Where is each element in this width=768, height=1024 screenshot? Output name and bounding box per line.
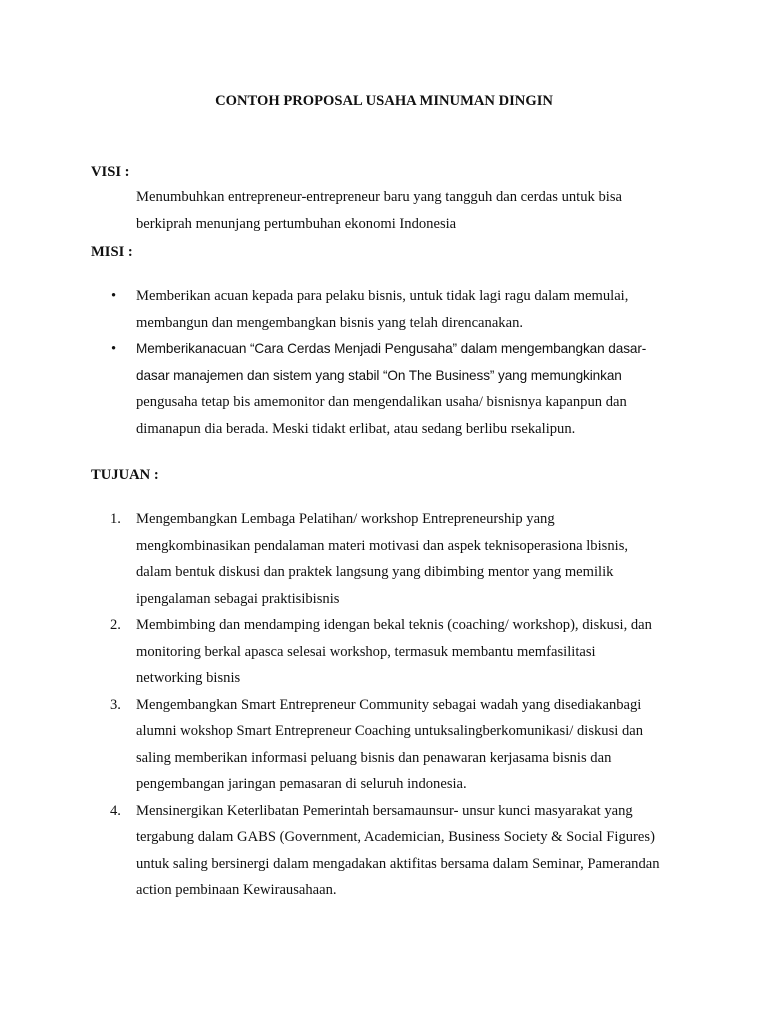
tujuan-item-line: tergabung dalam GABS (Government, Academician, Business Society & Social Figures) [136, 829, 655, 845]
tujuan-heading: TUJUAN : [91, 467, 159, 483]
item-number: 3. [110, 696, 121, 713]
list-item [0, 506, 681, 612]
list-item [0, 283, 681, 336]
tujuan-item-line: alumni wokshop Smart Entrepreneur Coaching untuksalingberkomunikasi/ diskusi dan [136, 723, 644, 739]
misi-list [0, 283, 768, 442]
tujuan-item-line: mengkombinasikan pendalaman materi motivasi dan aspek teknisoperasiona lbisnis, [136, 537, 629, 554]
misi-item-line: membangun dan mengembangkan bisnis yang telah direncanakan. [136, 314, 524, 331]
bullet-icon: • [111, 341, 117, 357]
item-number: 4. [110, 802, 121, 819]
tujuan-item-line: monitoring berkal apasca selesai workshop, termasuk membantu memfasilitasi [136, 643, 596, 660]
list-item [0, 336, 681, 442]
list-item [0, 612, 681, 692]
tujuan-item-line: Mengembangkan Smart Entrepreneur Community sebagai wadah yang disediakanbagi [136, 696, 642, 713]
tujuan-item-line: Membimbing dan mendamping idengan bekal teknis (coaching/ workshop), diskusi, dan [136, 617, 652, 633]
list-item [0, 798, 681, 904]
tujuan-item-line: networking bisnis [136, 670, 241, 686]
misi-item-line: dasar manajemen dan sistem yang stabil “On The Business” yang memungkinkan [136, 367, 622, 383]
list-item [0, 692, 681, 798]
item-number: 2. [110, 617, 121, 633]
tujuan-item-line: dalam bentuk diskusi dan praktek langsung yang dibimbing mentor yang memilik [136, 564, 614, 580]
visi-line: berkiprah menunjang pertumbuhan ekonomi Indonesia [136, 215, 457, 232]
tujuan-item-line: Mensinergikan Keterlibatan Pemerintah bersamaunsur- unsur kunci masyarakat yang [136, 802, 633, 819]
misi-item-line: Memberikanacuan “Cara Cerdas Menjadi Pengusaha” dalam mengembangkan dasar- [136, 341, 647, 356]
misi-item-line: Memberikan acuan kepada para pelaku bisnis, untuk tidak lagi ragu dalam memulai, [136, 288, 629, 304]
tujuan-item-line: ipengalaman sebagai praktisibisnis [136, 590, 340, 607]
bullet-icon: • [111, 288, 117, 304]
item-number: 1. [110, 511, 121, 527]
tujuan-item-line: Mengembangkan Lembaga Pelatihan/ workshop Entrepreneurship yang [136, 511, 555, 527]
tujuan-item-line: action pembinaan Kewirausahaan. [136, 882, 337, 898]
tujuan-item-line: saling memberikan informasi peluang bisnis dan penawaran kerjasama bisnis dan [136, 749, 612, 766]
misi-item-line: pengusaha tetap bis amemonitor dan mengendalikan usaha/ bisnisnya kapanpun dan [136, 394, 627, 410]
document-title: CONTOH PROPOSAL USAHA MINUMAN DINGIN [215, 93, 553, 109]
tujuan-list [0, 506, 768, 904]
tujuan-item-line: pengembangan jaringan pemasaran di seluruh indonesia. [136, 776, 467, 792]
tujuan-item-line: untuk saling bersinergi dalam mengadakan aktifitas bersama dalam Seminar, Pamerandan [136, 855, 660, 872]
misi-heading: MISI : [91, 244, 133, 260]
misi-item-line: dimanapun dia berada. Meski tidakt erlibat, atau sedang berlibu rsekalipun. [136, 420, 576, 437]
visi-paragraph [136, 184, 696, 237]
visi-heading: VISI : [91, 164, 130, 180]
visi-line: Menumbuhkan entrepreneur-entrepreneur baru yang tangguh dan cerdas untuk bisa [136, 189, 622, 205]
